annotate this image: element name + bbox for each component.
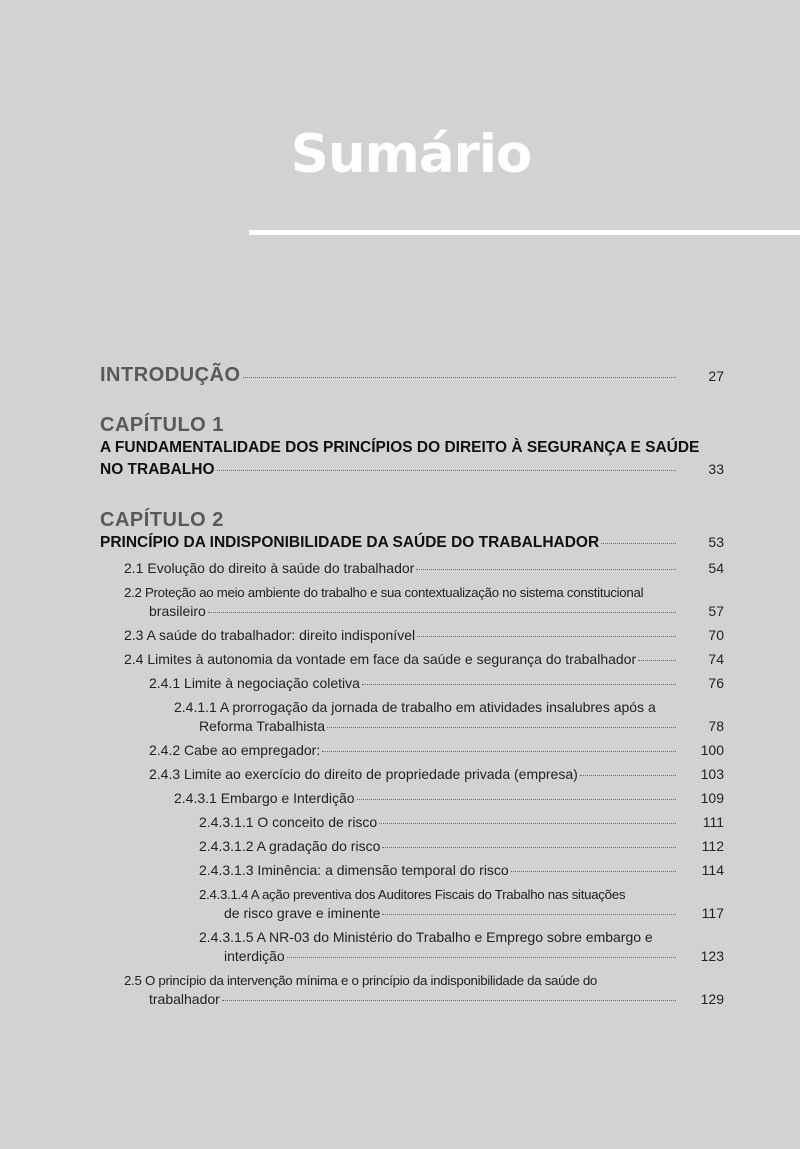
toc-entry-2-4-3-1-3[interactable] — [100, 861, 724, 880]
toc-entry-2-5[interactable] — [100, 990, 724, 1009]
toc-page-number: 123 — [700, 948, 724, 964]
dot-leader — [322, 751, 676, 752]
dot-leader — [417, 636, 676, 637]
dot-leader — [601, 543, 676, 544]
toc-entry-2-4-1[interactable] — [100, 674, 724, 693]
toc-entry-chapter-2[interactable] — [100, 532, 724, 554]
page-title: Sumário — [290, 124, 532, 185]
chapter-2-title: PRINCÍPIO DA INDISPONIBILIDADE DA SAÚDE DO TRABALHADOR — [100, 534, 600, 551]
toc-entry-label: brasileiro — [149, 603, 206, 619]
dot-leader — [287, 957, 676, 958]
toc-entry-label: 2.4.3.1.1 O conceito de risco — [199, 814, 378, 830]
toc-entry-2-2[interactable] — [100, 602, 724, 621]
toc-entry-2-4-3-1-4-line1: 2.4.3.1.4 A ação preventiva dos Auditores Fiscais do Trabalho nas situações — [199, 887, 626, 902]
toc-entry-2-4-3-1-5[interactable] — [100, 947, 724, 966]
toc-entry-2-4-3-1[interactable] — [100, 789, 724, 808]
toc-page-number: 103 — [700, 766, 724, 782]
chapter-1-title-line1: A FUNDAMENTALIDADE DOS PRINCÍPIOS DO DIREITO À SEGURANÇA E SAÚDE — [100, 439, 700, 456]
toc-page-number: 76 — [708, 675, 724, 691]
dot-leader — [243, 377, 676, 378]
toc-entry-label: de risco grave e iminente — [224, 905, 381, 921]
toc-entry-label: 2.4.3.1 Embargo e Interdição — [174, 790, 355, 806]
chapter-1-title-line2: NO TRABALHO — [100, 461, 215, 478]
dot-leader — [638, 660, 676, 661]
toc-entry-label: 2.4.1 Limite à negociação coletiva — [149, 675, 360, 691]
toc-page-number: 74 — [708, 651, 724, 667]
table-of-contents — [100, 360, 724, 1009]
toc-entry-2-4-1-1[interactable] — [100, 717, 724, 736]
toc-entry-2-4-3-1-1[interactable] — [100, 813, 724, 832]
toc-entry-label: 2.4.3.1.2 A gradação do risco — [199, 838, 381, 854]
toc-page-number: 129 — [700, 991, 724, 1007]
toc-entry-label: 2.4.2 Cabe ao empregador: — [149, 742, 321, 758]
dot-leader — [362, 684, 676, 685]
toc-page-number: 54 — [708, 560, 724, 576]
dot-leader — [382, 914, 676, 915]
toc-page-number: 70 — [708, 627, 724, 643]
toc-entry-label: Reforma Trabalhista — [199, 718, 326, 734]
chapter-1-heading: CAPÍTULO 1 — [100, 414, 224, 436]
toc-entry-2-4[interactable] — [100, 650, 724, 669]
toc-entry-label: trabalhador — [149, 991, 220, 1007]
toc-entry-chapter-1[interactable] — [100, 459, 724, 481]
toc-page-number: 33 — [708, 461, 724, 477]
toc-entry-2-4-3-1-2[interactable] — [100, 837, 724, 856]
toc-page-number: 109 — [700, 790, 724, 806]
dot-leader — [327, 727, 676, 728]
dot-leader — [416, 569, 676, 570]
toc-page-number: 117 — [701, 905, 724, 921]
toc-entry-label: 2.3 A saúde do trabalhador: direito indisponível — [124, 627, 416, 643]
toc-page-number: 78 — [708, 718, 724, 734]
toc-entry-2-4-3-1-4[interactable] — [100, 904, 724, 923]
toc-page-number: 53 — [708, 534, 724, 550]
toc-entry-2-5-line1: 2.5 O princípio da intervenção mínima e o princípio da indisponibilidade da saúde do — [124, 973, 598, 988]
toc-page-number: 100 — [700, 742, 724, 758]
toc-entry-label: 2.4 Limites à autonomia da vontade em face da saúde e segurança do trabalhador — [124, 651, 637, 667]
toc-entry-introducao[interactable] — [100, 364, 724, 387]
toc-entry-label: interdição — [224, 948, 285, 964]
toc-entry-2-1[interactable] — [100, 559, 724, 578]
toc-entry-2-4-3[interactable] — [100, 765, 724, 784]
dot-leader — [382, 847, 676, 848]
title-underline — [249, 230, 800, 235]
toc-entry-label: 2.4.3.1.3 Iminência: a dimensão temporal do risco — [199, 862, 509, 878]
dot-leader — [222, 1000, 676, 1001]
dot-leader — [217, 470, 676, 471]
toc-entry-2-4-1-1-line1: 2.4.1.1 A prorrogação da jornada de trabalho em atividades insalubres após a — [174, 699, 656, 715]
toc-entry-2-4-3-1-5-line1: 2.4.3.1.5 A NR-03 do Ministério do Trabalho e Emprego sobre embargo e — [199, 929, 653, 945]
toc-entry-label: 2.1 Evolução do direito à saúde do trabalhador — [124, 560, 415, 576]
toc-entry-label: INTRODUÇÃO — [100, 364, 241, 386]
dot-leader — [580, 775, 676, 776]
dot-leader — [511, 871, 676, 872]
toc-page-number: 111 — [702, 814, 724, 830]
dot-leader — [208, 612, 676, 613]
toc-entry-2-2-line1: 2.2 Proteção ao meio ambiente do trabalho e sua contextualização no sistema constitucional — [124, 585, 644, 600]
toc-page-number: 112 — [701, 838, 724, 854]
toc-entry-label: 2.4.3 Limite ao exercício do direito de propriedade privada (empresa) — [149, 766, 578, 782]
toc-entry-2-4-2[interactable] — [100, 741, 724, 760]
dot-leader — [357, 799, 676, 800]
toc-entry-2-3[interactable] — [100, 626, 724, 645]
toc-page-number: 27 — [708, 368, 724, 384]
toc-page-number: 57 — [708, 603, 724, 619]
toc-page-number: 114 — [701, 862, 724, 878]
chapter-2-heading: CAPÍTULO 2 — [100, 509, 224, 531]
dot-leader — [379, 823, 676, 824]
